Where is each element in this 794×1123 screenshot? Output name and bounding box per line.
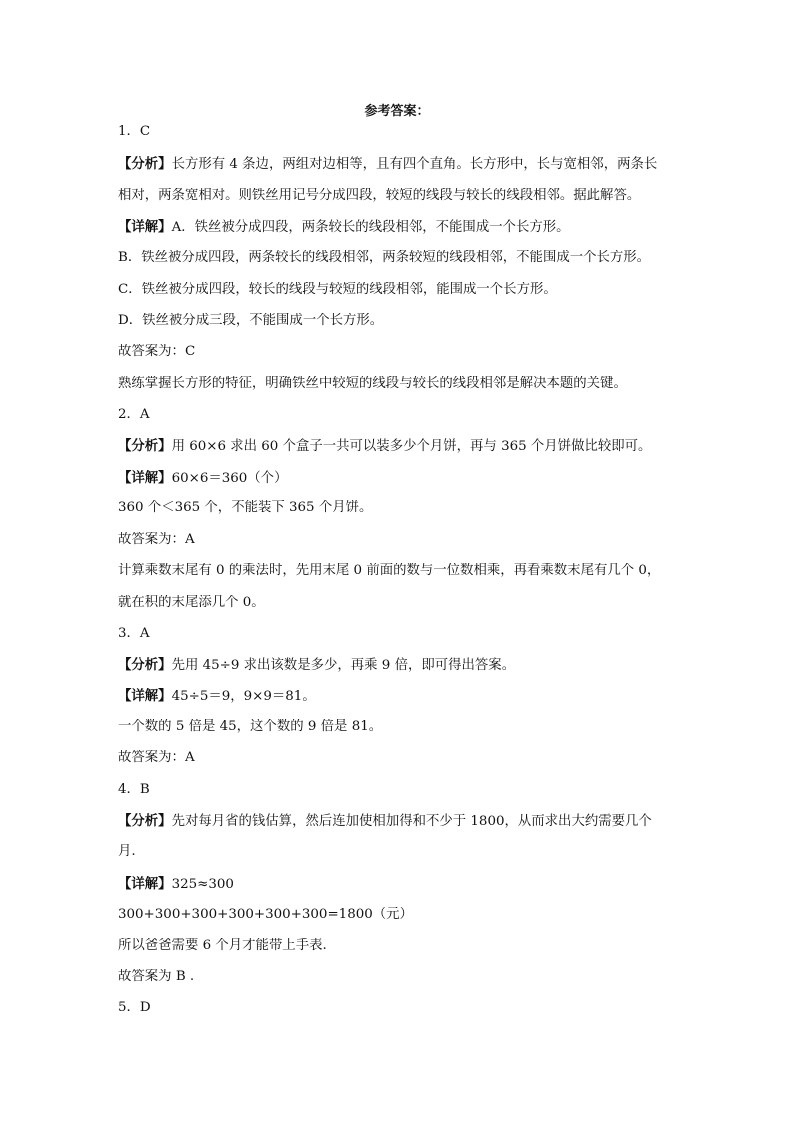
answer-line-detail <box>118 470 698 487</box>
line-text: 月. <box>118 844 136 859</box>
answer-line <box>118 969 698 985</box>
line-text: D．铁丝被分成三段，不能围成一个长方形。 <box>118 313 384 328</box>
detail-tag: 【详解】 <box>118 219 172 235</box>
line-text: 60×6＝360（个） <box>171 471 288 486</box>
answer-line <box>118 282 698 298</box>
line-text: 用 60×6 求出 60 个盒子一共可以装多少个月饼，再与 365 个月饼做比较即可。 <box>171 439 652 454</box>
answer-line <box>118 188 698 204</box>
detail-tag: 【详解】 <box>118 876 172 892</box>
answer-line <box>118 938 698 954</box>
answer-line-analysis <box>118 657 698 674</box>
line-text: 2．A <box>118 407 150 422</box>
line-text: 故答案为：A <box>118 750 195 765</box>
answer-line <box>118 750 698 766</box>
answer-line <box>118 563 698 579</box>
line-text: B．铁丝被分成四段，两条较长的线段相邻，两条较短的线段相邻，不能围成一个长方形。 <box>118 250 651 265</box>
line-text: 先对每月省的钱估算，然后连加使相加得和不少于 1800，从而求出大约需要几个 <box>171 814 652 829</box>
answer-line-detail <box>118 219 698 236</box>
line-text: 3．A <box>118 626 150 641</box>
answer-line <box>118 376 698 392</box>
line-text: 长方形有 4 条边，两组对边相等，且有四个直角。长方形中，长与宽相邻，两条长 <box>171 157 658 172</box>
line-text: 1．C <box>118 124 151 139</box>
analysis-tag: 【分析】 <box>118 438 172 454</box>
line-text: 300+300+300+300+300+300=1800（元） <box>118 907 413 922</box>
line-text: 45÷5＝9，9×9＝81。 <box>171 689 316 704</box>
line-text: 就在积的末尾添几个 0。 <box>118 595 265 610</box>
detail-tag: 【详解】 <box>118 688 172 704</box>
answer-line <box>118 782 698 798</box>
line-text: 先用 45÷9 求出该数是多少，再乘 9 倍，即可得出答案。 <box>171 658 516 673</box>
line-text: 4．B <box>118 782 150 797</box>
answer-line <box>118 532 698 548</box>
answer-line <box>118 595 698 611</box>
answer-line-analysis <box>118 813 698 830</box>
answer-line-analysis <box>118 438 698 455</box>
line-text: 相对，两条宽相对。则铁丝用记号分成四段，较短的线段与较长的线段相邻。据此解答。 <box>118 188 641 203</box>
answer-line <box>118 1000 698 1016</box>
line-text: 360 个＜365 个，不能装下 365 个月饼。 <box>118 500 373 515</box>
answer-line <box>118 313 698 329</box>
answer-line <box>118 719 698 735</box>
answer-line-detail <box>118 688 698 705</box>
answer-line <box>118 500 698 516</box>
line-text: 5．D <box>118 1000 151 1015</box>
line-text: 325≈300 <box>171 877 234 892</box>
answer-line-detail <box>118 876 698 893</box>
line-text: 熟练掌握长方形的特征，明确铁丝中较短的线段与较长的线段相邻是解决本题的关键。 <box>118 376 627 391</box>
analysis-tag: 【分析】 <box>118 813 172 829</box>
answer-line-analysis <box>118 156 698 173</box>
line-text: C．铁丝被分成四段，较长的线段与较短的线段相邻，能围成一个长方形。 <box>118 282 557 297</box>
line-text: 计算乘数末尾有 0 的乘法时，先用末尾 0 前面的数与一位数相乘，再看乘数末尾有几个 0， <box>118 563 661 578</box>
line-text: 所以爸爸需要 6 个月才能带上手表. <box>118 938 327 953</box>
answer-line <box>118 407 698 423</box>
answer-line <box>118 844 698 860</box>
analysis-tag: 【分析】 <box>118 657 172 673</box>
line-text: 故答案为：C <box>118 344 196 359</box>
detail-tag: 【详解】 <box>118 470 172 486</box>
answer-line <box>118 124 698 140</box>
answer-line <box>118 250 698 266</box>
answer-line <box>118 344 698 360</box>
analysis-tag: 【分析】 <box>118 156 172 172</box>
line-text: A．铁丝被分成四段，两条较长的线段相邻，不能围成一个长方形。 <box>171 220 570 235</box>
page-title: 参考答案： <box>364 104 430 119</box>
line-text: 故答案为 B . <box>118 969 195 984</box>
answer-line <box>118 626 698 642</box>
line-text: 故答案为：A <box>118 532 195 547</box>
answer-line <box>118 907 698 923</box>
line-text: 一个数的 5 倍是 45，这个数的 9 倍是 81。 <box>118 719 383 734</box>
